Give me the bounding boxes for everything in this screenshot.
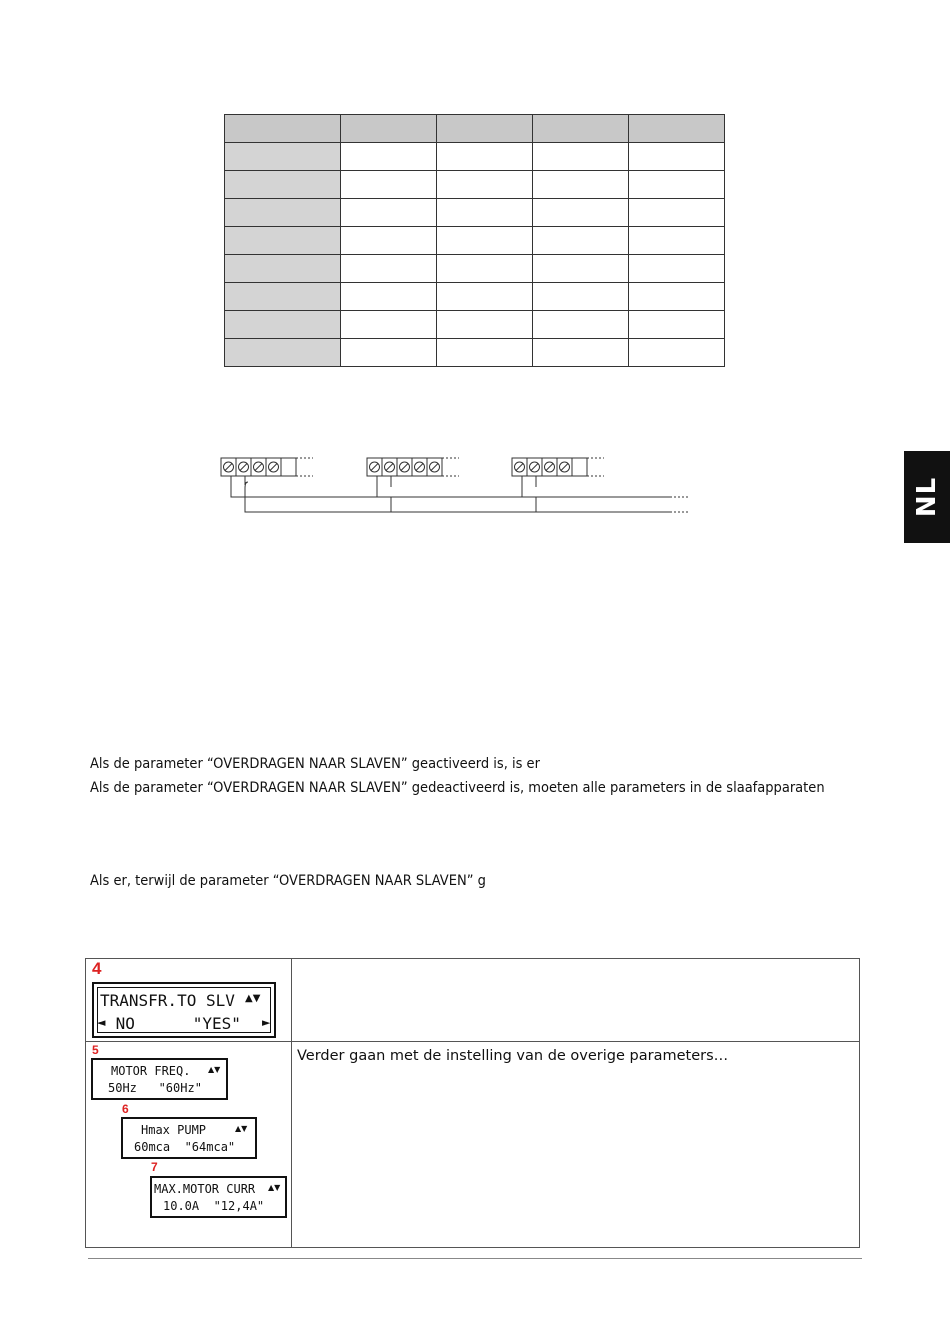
- right-arrow-icon: ►: [262, 1016, 271, 1029]
- grid-cell: [341, 143, 437, 171]
- grid-row: [225, 199, 725, 227]
- grid-cell: [341, 339, 437, 367]
- step-row-5-7: [86, 1042, 860, 1248]
- step-row-4: [86, 959, 860, 1042]
- left-arrow-icon: ◄: [97, 1016, 106, 1029]
- grid-row: [225, 171, 725, 199]
- terminal-blocks: [221, 458, 604, 476]
- grid-cell: [437, 143, 533, 171]
- grid-cell: [533, 283, 629, 311]
- grid-row: [225, 339, 725, 367]
- step-number-4: 4: [92, 959, 102, 978]
- grid-cell: [629, 199, 725, 227]
- lcd-display-motor-freq: [91, 1058, 228, 1100]
- grid-cell: [225, 311, 341, 339]
- grid-cell: [341, 255, 437, 283]
- grid-cell: [437, 255, 533, 283]
- lcd-display-transfer: [92, 982, 276, 1038]
- grid-cell: [629, 143, 725, 171]
- grid-cell: [533, 339, 629, 367]
- step-5-description: Verder gaan met de instelling van de overige parameters…: [292, 1042, 860, 1248]
- bus-wires: [231, 476, 690, 512]
- lcd-line2: 50Hz "60Hz": [108, 1081, 202, 1095]
- steps-table: [85, 958, 860, 1248]
- grid-cell: [437, 283, 533, 311]
- grid-header-cell: [629, 115, 725, 143]
- grid-cell: [341, 171, 437, 199]
- step-5-7-display-cell: [86, 1042, 292, 1248]
- grid-row: [225, 143, 725, 171]
- terminal-wiring-diagram: [215, 452, 695, 514]
- lcd-line1: TRANSFR.TO SLV: [100, 991, 235, 1010]
- lcd-line2: 60mca "64mca": [134, 1140, 236, 1154]
- lcd-line1: Hmax PUMP: [141, 1123, 207, 1137]
- grid-cell: [533, 171, 629, 199]
- grid-cell: [629, 255, 725, 283]
- grid-cell: [533, 227, 629, 255]
- grid-cell: [437, 171, 533, 199]
- grid-row: [225, 227, 725, 255]
- grid-cell: [629, 227, 725, 255]
- grid-cell: [437, 199, 533, 227]
- terminal-block: [367, 458, 459, 476]
- grid-cell: [341, 227, 437, 255]
- grid-cell: [629, 283, 725, 311]
- step-number-6: 6: [122, 1102, 129, 1116]
- up-down-arrows-icon: ▲▼: [268, 1183, 281, 1192]
- language-tab: [904, 451, 950, 543]
- terminal-block: [512, 458, 604, 476]
- language-tab-label: NL: [912, 476, 942, 518]
- grid-cell: [437, 227, 533, 255]
- grid-row: [225, 311, 725, 339]
- grid-row: [225, 283, 725, 311]
- grid-header-cell: [437, 115, 533, 143]
- parameter-grid-table: [224, 114, 725, 367]
- grid-cell: [225, 283, 341, 311]
- grid-cell: [629, 339, 725, 367]
- grid-cell: [533, 255, 629, 283]
- grid-cell: [225, 143, 341, 171]
- grid-cell: [225, 339, 341, 367]
- grid-cell: [533, 199, 629, 227]
- grid-header-row: [225, 115, 725, 143]
- grid-cell: [341, 283, 437, 311]
- grid-cell: [341, 311, 437, 339]
- grid-cell: [341, 199, 437, 227]
- lcd-line1: MOTOR FREQ.: [111, 1064, 191, 1078]
- grid-header-cell: [341, 115, 437, 143]
- paragraph-transfer-deactivated: Als de parameter “OVERDRAGEN NAAR SLAVEN” gedeactiveerd is, moeten alle parameters in de slaafapparaten: [90, 780, 825, 796]
- grid-header-cell: [533, 115, 629, 143]
- grid-cell: [533, 311, 629, 339]
- terminal-block: [221, 458, 313, 476]
- grid-cell: [437, 339, 533, 367]
- step-number-7: 7: [151, 1160, 158, 1174]
- grid-cell: [225, 171, 341, 199]
- up-down-arrows-icon: ▲▼: [235, 1124, 248, 1133]
- grid-cell: [629, 171, 725, 199]
- step-number-5: 5: [92, 1043, 99, 1057]
- lcd-display-hmax-pump: [121, 1117, 257, 1159]
- grid-cell: [225, 227, 341, 255]
- up-down-arrows-icon: ▲▼: [245, 993, 261, 1004]
- grid-cell: [225, 199, 341, 227]
- grid-row: [225, 255, 725, 283]
- step-4-description: [292, 959, 860, 1042]
- lcd-line1: MAX.MOTOR CURR: [154, 1182, 256, 1196]
- lcd-line2: 10.0A "12,4A": [163, 1199, 265, 1213]
- lcd-line2: NO "YES": [106, 1014, 241, 1033]
- footer-divider: [88, 1258, 862, 1259]
- grid-cell: [533, 143, 629, 171]
- step-4-display-cell: [86, 959, 292, 1042]
- paragraph-transfer-changed: Als er, terwijl de parameter “OVERDRAGEN NAAR SLAVEN” g: [90, 873, 486, 889]
- grid-cell: [629, 311, 725, 339]
- grid-cell: [437, 311, 533, 339]
- paragraph-transfer-activated: Als de parameter “OVERDRAGEN NAAR SLAVEN” geactiveerd is, is er: [90, 756, 540, 772]
- grid-header-cell: [225, 115, 341, 143]
- up-down-arrows-icon: ▲▼: [208, 1065, 221, 1074]
- lcd-display-max-motor-curr: [150, 1176, 287, 1218]
- grid-cell: [225, 255, 341, 283]
